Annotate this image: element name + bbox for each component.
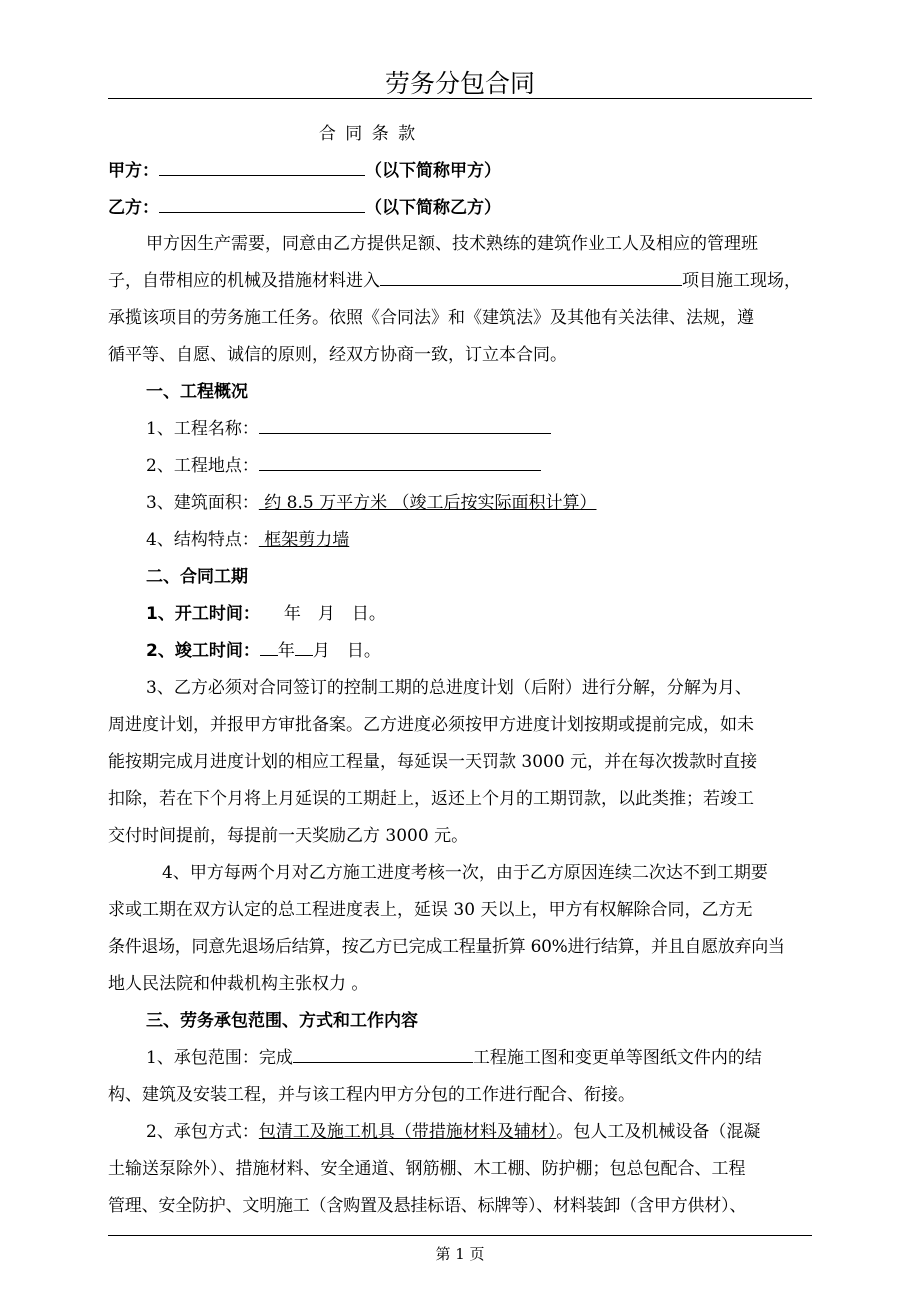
mode-line-3: 管理、安全防护、文明施工（含购置及悬挂标语、标牌等）、材料装卸（含甲方供材）、 [108,1196,747,1216]
project-name-label: 1、工程名称： [146,419,259,439]
end-time-rest: 月 日。 [312,641,381,661]
scope-line-2: 构、建筑及安装工程，并与该工程内甲方分包的工作进行配合、衔接。 [108,1085,635,1105]
mode-value: 包清工及施工机具（带措施材料及辅材） [258,1122,557,1142]
end-year-blank [260,640,278,656]
party-a-suffix: （以下简称甲方） [365,161,501,181]
end-time-label: 2、竣工时间： [146,641,260,661]
project-name-blank [259,418,551,434]
p4-line-1: 4、甲方每两个月对乙方施工进度考核一次，由于乙方原因连续二次达不到工期要 [162,863,768,883]
header-rule [108,98,812,99]
mode-label: 2、承包方式： [146,1122,259,1142]
footer-rule [108,1235,812,1236]
p3-line-1: 3、乙方必须对合同签订的控制工期的总进度计划（后附）进行分解，分解为月、 [146,678,752,698]
party-b-label: 乙方： [108,198,159,218]
intro-line-4: 循平等、自愿、诚信的原则，经双方协商一致，订立本合同。 [108,345,567,365]
p3-line-2: 周进度计划，并报甲方审批备案。乙方进度必须按甲方进度计划按期或提前完成，如未 [108,715,754,735]
scope-prefix: 1、承包范围：完成 [146,1048,293,1068]
building-area-value: 约 8.5 万平方米 （竣工后按实际面积计算） [258,493,597,513]
p3-line-4: 扣除，若在下个月将上月延误的工期赶上，返还上个月的工期罚款，以此类推；若竣工 [108,789,754,809]
project-location-line [146,455,828,477]
p3-line-3: 能按期完成月进度计划的相应工程量，每延误一天罚款 3000 元，并在每次拨款时直接 [108,752,758,772]
clauses-subtitle: 合 同 条 款 [318,124,418,144]
start-time-line [146,603,828,625]
intro-line-2 [108,270,828,292]
building-area-line [146,492,828,514]
start-time-value: 年 月 日。 [283,604,386,624]
document-title: 劳务分包合同 [384,69,535,98]
end-month-blank [295,640,313,656]
party-a-line [108,160,828,182]
party-b-suffix: （以下简称乙方） [365,198,501,218]
page-number: 第 1 页 [435,1245,485,1263]
scope-suffix: 工程施工图和变更单等图纸文件内的结 [472,1048,762,1068]
structure-line [146,529,828,551]
start-time-label: 1、开工时间： [146,604,260,624]
project-location-label: 2、工程地点： [146,456,259,476]
mode-line-1 [146,1121,828,1143]
party-a-label: 甲方： [108,161,159,181]
section2-heading: 二、合同工期 [146,567,248,587]
intro-line-2a: 子，自带相应的机械及措施材料进入 [108,271,380,291]
party-a-blank [159,160,365,176]
structure-label: 4、结构特点： [146,530,259,550]
intro-line-3: 承揽该项目的劳务施工任务。依照《合同法》和《建筑法》及其他有关法律、法规，遵 [108,308,754,328]
mode-line-2: 土输送泵除外）、措施材料、安全通道、钢筋棚、木工棚、防护棚；包总包配合、工程 [108,1159,746,1179]
end-time-line [146,640,828,662]
project-blank [380,270,682,286]
party-b-line [108,197,828,219]
p4-line-3: 条件退场，同意先退场后结算，按乙方已完成工程量折算 60%进行结算，并且自愿放弃向当 [108,937,785,957]
building-area-label: 3、建筑面积： [146,493,259,513]
project-name-line [146,418,828,440]
p4-line-2: 求或工期在双方认定的总工程进度表上，延误 30 天以上，甲方有权解除合同，乙方无 [108,900,753,920]
party-b-blank [159,197,365,213]
scope-line-1 [146,1047,828,1069]
section1-heading: 一、工程概况 [146,382,248,402]
p4-line-4: 地人民法院和仲裁机构主张权力 。 [108,974,369,994]
scope-blank [293,1047,473,1063]
section3-heading: 三、劳务承包范围、方式和工作内容 [146,1011,418,1031]
end-time-year: 年 [277,641,295,661]
p3-line-5: 交付时间提前，每提前一天奖励乙方 3000 元。 [108,826,469,846]
intro-line-1: 甲方因生产需要，同意由乙方提供足额、技术熟练的建筑作业工人及相应的管理班 [146,234,758,254]
intro-line-2b: 项目施工现场， [682,271,801,291]
mode-rest: 。包人工及机械设备（混凝 [556,1122,761,1142]
project-location-blank [259,455,541,471]
structure-value: 框架剪力墙 [258,530,350,550]
